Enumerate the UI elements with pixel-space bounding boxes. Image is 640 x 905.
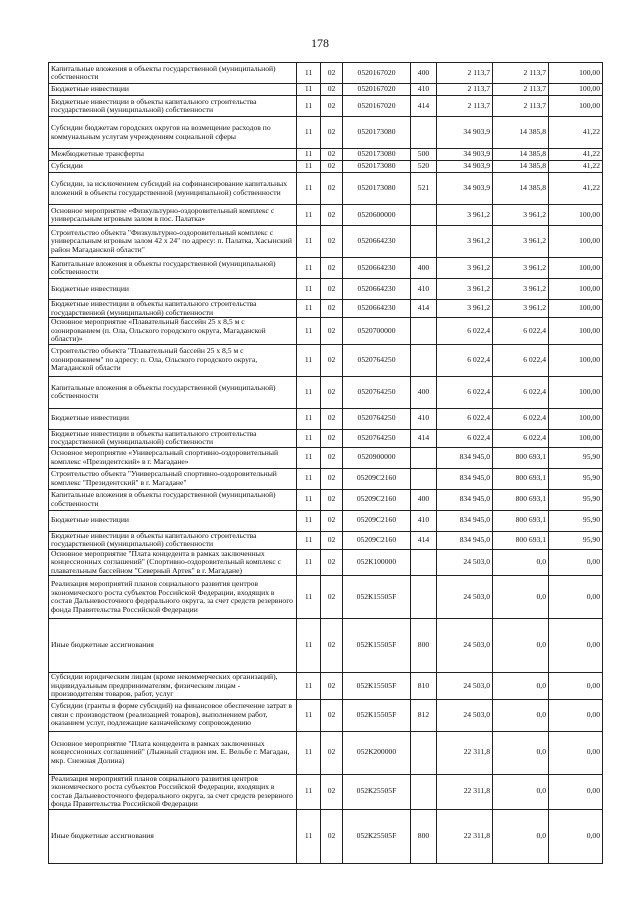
row-planned: 24 503,0 <box>437 549 493 576</box>
row-name: Бюджетные инвестиции в объекты капитального строительства государственной (муниципальной) собственности <box>49 531 297 549</box>
row-name: Субсидии, за исключением субсидий на софинансирование капитальных вложений в объекты государственной (муниципальной) собственности <box>49 173 297 205</box>
row-planned: 24 503,0 <box>437 699 493 731</box>
row-target-code: 05209С2160 <box>343 468 411 489</box>
row-subsection: 02 <box>321 408 343 429</box>
row-subsection: 02 <box>321 531 343 549</box>
row-executed: 14 385,8 <box>493 117 549 149</box>
row-section: 11 <box>297 699 321 731</box>
row-name: Капитальные вложения в объекты государственной (муниципальной) собственности <box>49 376 297 408</box>
row-section: 11 <box>297 468 321 489</box>
table-row <box>49 161 603 173</box>
row-planned: 24 503,0 <box>437 673 493 700</box>
row-name: Иные бюджетные ассигнования <box>49 619 297 673</box>
row-target-code: 0520173080 <box>343 161 411 173</box>
row-subsection: 02 <box>321 279 343 300</box>
row-expense-type: 400 <box>411 258 437 279</box>
row-planned: 834 945,0 <box>437 489 493 510</box>
row-executed: 6 022,4 <box>493 318 549 345</box>
row-subsection: 02 <box>321 344 343 376</box>
row-target-code: 052К25505F <box>343 774 411 809</box>
row-name: Бюджетные инвестиции <box>49 510 297 531</box>
row-subsection: 02 <box>321 258 343 279</box>
row-target-code: 052К100000 <box>343 549 411 576</box>
table-row <box>49 63 603 84</box>
table-row <box>49 96 603 117</box>
row-percent: 41,22 <box>549 161 603 173</box>
row-subsection: 02 <box>321 149 343 161</box>
row-executed: 0,0 <box>493 809 549 863</box>
row-subsection: 02 <box>321 376 343 408</box>
row-executed: 14 385,8 <box>493 173 549 205</box>
row-executed: 0,0 <box>493 731 549 774</box>
row-planned: 34 903,9 <box>437 117 493 149</box>
row-subsection: 02 <box>321 699 343 731</box>
row-percent: 41,22 <box>549 173 603 205</box>
row-expense-type: 400 <box>411 376 437 408</box>
row-expense-type: 810 <box>411 673 437 700</box>
row-name: Строительство объекта "Физкультурно-оздоровительный комплекс с универсальным игровым залом 42 х 24" по адресу: п. Палатка, Хасынский район Магаданской области" <box>49 226 297 258</box>
row-name: Субсидии (гранты в форме субсидий) на финансовое обеспечение затрат в связи с производством (реализацией товаров), выполнением работ, оказанием услуг, подлежащие казначейскому сопровождению <box>49 699 297 731</box>
row-subsection: 02 <box>321 173 343 205</box>
table-body <box>49 63 603 864</box>
row-expense-type <box>411 549 437 576</box>
row-subsection: 02 <box>321 63 343 84</box>
row-name: Основное мероприятие "Плата концедента в рамках заключенных концессионных соглашений" (Лыжный стадион им. Е. Вельбе г. Магадан, мкр. Снежная Долина) <box>49 731 297 774</box>
row-section: 11 <box>297 809 321 863</box>
row-target-code: 0520764250 <box>343 429 411 447</box>
row-target-code: 052К25505F <box>343 809 411 863</box>
row-section: 11 <box>297 408 321 429</box>
row-planned: 24 503,0 <box>437 619 493 673</box>
row-subsection: 02 <box>321 576 343 619</box>
row-executed: 14 385,8 <box>493 161 549 173</box>
row-percent: 100,00 <box>549 376 603 408</box>
row-percent: 100,00 <box>549 318 603 345</box>
row-percent: 95,90 <box>549 531 603 549</box>
table-row <box>49 149 603 161</box>
row-section: 11 <box>297 205 321 226</box>
row-planned: 6 022,4 <box>437 376 493 408</box>
row-executed: 3 961,2 <box>493 300 549 318</box>
table-row <box>49 489 603 510</box>
row-percent: 100,00 <box>549 84 603 96</box>
row-name: Субсидии <box>49 161 297 173</box>
row-planned: 834 945,0 <box>437 510 493 531</box>
row-subsection: 02 <box>321 468 343 489</box>
row-section: 11 <box>297 447 321 468</box>
row-target-code: 0520167020 <box>343 63 411 84</box>
row-executed: 3 961,2 <box>493 205 549 226</box>
table-row <box>49 205 603 226</box>
row-percent: 0,00 <box>549 619 603 673</box>
row-section: 11 <box>297 531 321 549</box>
row-target-code: 0520900000 <box>343 447 411 468</box>
row-executed: 3 961,2 <box>493 279 549 300</box>
row-name: Иные бюджетные ассигнования <box>49 809 297 863</box>
row-planned: 34 903,9 <box>437 173 493 205</box>
row-planned: 3 961,2 <box>437 279 493 300</box>
row-expense-type: 414 <box>411 96 437 117</box>
table-row <box>49 576 603 619</box>
row-planned: 3 961,2 <box>437 205 493 226</box>
row-subsection: 02 <box>321 774 343 809</box>
row-name: Строительство объекта "Универсальный спортивно-оздоровительный комплекс "Президентский" в г. Магадане" <box>49 468 297 489</box>
row-executed: 800 693,1 <box>493 489 549 510</box>
table-row <box>49 699 603 731</box>
row-subsection: 02 <box>321 300 343 318</box>
row-executed: 800 693,1 <box>493 468 549 489</box>
row-section: 11 <box>297 673 321 700</box>
table-row <box>49 279 603 300</box>
row-subsection: 02 <box>321 673 343 700</box>
row-planned: 834 945,0 <box>437 468 493 489</box>
row-target-code: 0520664230 <box>343 258 411 279</box>
row-executed: 0,0 <box>493 549 549 576</box>
row-percent: 0,00 <box>549 731 603 774</box>
table-row <box>49 619 603 673</box>
row-expense-type: 800 <box>411 809 437 863</box>
table-row <box>49 549 603 576</box>
row-target-code: 052К15505F <box>343 673 411 700</box>
row-section: 11 <box>297 576 321 619</box>
row-section: 11 <box>297 226 321 258</box>
row-percent: 100,00 <box>549 279 603 300</box>
row-target-code: 0520764250 <box>343 376 411 408</box>
table-row <box>49 84 603 96</box>
row-section: 11 <box>297 279 321 300</box>
row-expense-type: 410 <box>411 408 437 429</box>
row-subsection: 02 <box>321 84 343 96</box>
table-row <box>49 408 603 429</box>
row-subsection: 02 <box>321 510 343 531</box>
row-percent: 100,00 <box>549 300 603 318</box>
row-section: 11 <box>297 300 321 318</box>
page-number: 178 <box>311 36 329 50</box>
row-executed: 0,0 <box>493 576 549 619</box>
row-expense-type <box>411 318 437 345</box>
row-subsection: 02 <box>321 731 343 774</box>
row-executed: 6 022,4 <box>493 376 549 408</box>
table-row <box>49 258 603 279</box>
row-target-code: 0520173080 <box>343 149 411 161</box>
row-section: 11 <box>297 96 321 117</box>
row-planned: 2 113,7 <box>437 63 493 84</box>
row-subsection: 02 <box>321 447 343 468</box>
row-executed: 0,0 <box>493 673 549 700</box>
row-name: Бюджетные инвестиции в объекты капитального строительства государственной (муниципальной) собственности <box>49 429 297 447</box>
row-percent: 100,00 <box>549 429 603 447</box>
table-row <box>49 774 603 809</box>
row-expense-type <box>411 117 437 149</box>
row-target-code: 0520167020 <box>343 96 411 117</box>
row-planned: 34 903,9 <box>437 149 493 161</box>
row-section: 11 <box>297 619 321 673</box>
row-name: Бюджетные инвестиции в объекты капитального строительства государственной (муниципальной) собственности <box>49 96 297 117</box>
row-subsection: 02 <box>321 318 343 345</box>
row-percent: 95,90 <box>549 468 603 489</box>
row-section: 11 <box>297 376 321 408</box>
row-planned: 834 945,0 <box>437 531 493 549</box>
table-row <box>49 226 603 258</box>
table-row <box>49 531 603 549</box>
row-section: 11 <box>297 149 321 161</box>
row-name: Субсидии бюджетам городских округов на возмещение расходов по коммунальным услугам учреждениям социальной сферы <box>49 117 297 149</box>
row-section: 11 <box>297 731 321 774</box>
row-name: Бюджетные инвестиции <box>49 408 297 429</box>
row-percent: 95,90 <box>549 447 603 468</box>
row-section: 11 <box>297 161 321 173</box>
row-section: 11 <box>297 117 321 149</box>
table-row <box>49 731 603 774</box>
row-section: 11 <box>297 318 321 345</box>
row-expense-type: 800 <box>411 619 437 673</box>
row-executed: 800 693,1 <box>493 510 549 531</box>
row-section: 11 <box>297 258 321 279</box>
row-name: Основное мероприятие «Универсальный спортивно-оздоровительный комплекс «Президентский» в г. Магадане» <box>49 447 297 468</box>
row-target-code: 0520764250 <box>343 344 411 376</box>
row-executed: 6 022,4 <box>493 344 549 376</box>
row-percent: 0,00 <box>549 774 603 809</box>
row-percent: 95,90 <box>549 489 603 510</box>
row-subsection: 02 <box>321 429 343 447</box>
row-percent: 0,00 <box>549 809 603 863</box>
table-row <box>49 468 603 489</box>
table-row <box>49 300 603 318</box>
table-row <box>49 809 603 863</box>
row-percent: 0,00 <box>549 673 603 700</box>
row-expense-type <box>411 344 437 376</box>
row-executed: 800 693,1 <box>493 447 549 468</box>
row-target-code: 0520764250 <box>343 408 411 429</box>
row-name: Строительство объекта "Плавательный бассейн 25 х 8,5 м с озонированием" по адресу: п. Ола, Ольского городского округа, Магаданской области <box>49 344 297 376</box>
row-percent: 100,00 <box>549 344 603 376</box>
budget-table <box>48 62 603 864</box>
row-percent: 100,00 <box>549 63 603 84</box>
row-name: Основное мероприятие "Плата концедента в рамках заключенных концессионных соглашений" (Спортивно-оздоровительный комплекс с плавательным бассейном "Северный Артек" в г. Магадане) <box>49 549 297 576</box>
row-planned: 22 311,8 <box>437 809 493 863</box>
row-expense-type: 414 <box>411 429 437 447</box>
table-row <box>49 510 603 531</box>
row-section: 11 <box>297 549 321 576</box>
row-executed: 14 385,8 <box>493 149 549 161</box>
row-executed: 0,0 <box>493 774 549 809</box>
row-name: Межбюджетные трансферты <box>49 149 297 161</box>
row-subsection: 02 <box>321 549 343 576</box>
row-expense-type <box>411 205 437 226</box>
row-expense-type: 400 <box>411 63 437 84</box>
row-executed: 2 113,7 <box>493 84 549 96</box>
row-name: Бюджетные инвестиции в объекты капитального строительства государственной (муниципальной) собственности <box>49 300 297 318</box>
row-percent: 100,00 <box>549 226 603 258</box>
table-row <box>49 376 603 408</box>
row-name: Субсидии юридическим лицам (кроме некоммерческих организаций), индивидуальным предпринимателям, физическим лицам - производителям товаров, работ, услуг <box>49 673 297 700</box>
row-executed: 3 961,2 <box>493 258 549 279</box>
row-planned: 34 903,9 <box>437 161 493 173</box>
row-name: Капитальные вложения в объекты государственной (муниципальной) собственности <box>49 258 297 279</box>
row-target-code: 052К15505F <box>343 576 411 619</box>
row-target-code: 0520700000 <box>343 318 411 345</box>
row-target-code: 0520664230 <box>343 300 411 318</box>
row-target-code: 05209С2160 <box>343 489 411 510</box>
row-planned: 2 113,7 <box>437 84 493 96</box>
row-section: 11 <box>297 489 321 510</box>
row-percent: 0,00 <box>549 576 603 619</box>
row-subsection: 02 <box>321 96 343 117</box>
row-executed: 2 113,7 <box>493 63 549 84</box>
row-planned: 22 311,8 <box>437 774 493 809</box>
row-expense-type <box>411 576 437 619</box>
row-subsection: 02 <box>321 809 343 863</box>
row-executed: 6 022,4 <box>493 408 549 429</box>
row-expense-type: 410 <box>411 279 437 300</box>
row-percent: 0,00 <box>549 549 603 576</box>
table-row <box>49 447 603 468</box>
row-name: Бюджетные инвестиции <box>49 279 297 300</box>
row-expense-type <box>411 468 437 489</box>
row-planned: 3 961,2 <box>437 300 493 318</box>
row-executed: 2 113,7 <box>493 96 549 117</box>
row-target-code: 05209С2160 <box>343 510 411 531</box>
row-planned: 6 022,4 <box>437 318 493 345</box>
row-section: 11 <box>297 774 321 809</box>
row-planned: 6 022,4 <box>437 408 493 429</box>
row-name: Капитальные вложения в объекты государственной (муниципальной) собственности <box>49 489 297 510</box>
row-executed: 6 022,4 <box>493 429 549 447</box>
table-row <box>49 344 603 376</box>
row-planned: 3 961,2 <box>437 258 493 279</box>
row-section: 11 <box>297 84 321 96</box>
row-expense-type <box>411 226 437 258</box>
row-expense-type: 410 <box>411 510 437 531</box>
row-target-code: 052К15505F <box>343 619 411 673</box>
table-row <box>49 117 603 149</box>
row-target-code: 0520664230 <box>343 279 411 300</box>
row-expense-type: 521 <box>411 173 437 205</box>
row-expense-type: 400 <box>411 489 437 510</box>
row-expense-type: 520 <box>411 161 437 173</box>
row-target-code: 052К200000 <box>343 731 411 774</box>
row-name: Основное мероприятие «Плавательный бассейн 25 х 8,5 м с озонированием (п. Ола, Ольского городского округа, Магаданской области)» <box>49 318 297 345</box>
row-name: Реализация мероприятий планов социального развития центров экономического роста субъектов Российской Федерации, входящих в состав Дальневосточного федерального округа, за счет средств резервного фонда Правительства Российской Федерации <box>49 576 297 619</box>
row-target-code: 0520600000 <box>343 205 411 226</box>
row-target-code: 0520167020 <box>343 84 411 96</box>
row-expense-type <box>411 731 437 774</box>
row-percent: 100,00 <box>549 258 603 279</box>
row-subsection: 02 <box>321 226 343 258</box>
row-section: 11 <box>297 63 321 84</box>
row-percent: 41,22 <box>549 117 603 149</box>
row-planned: 3 961,2 <box>437 226 493 258</box>
table-row <box>49 173 603 205</box>
row-expense-type <box>411 447 437 468</box>
row-section: 11 <box>297 173 321 205</box>
row-subsection: 02 <box>321 117 343 149</box>
row-subsection: 02 <box>321 161 343 173</box>
row-executed: 3 961,2 <box>493 226 549 258</box>
row-expense-type: 414 <box>411 300 437 318</box>
row-percent: 95,90 <box>549 510 603 531</box>
table-row <box>49 673 603 700</box>
row-expense-type: 500 <box>411 149 437 161</box>
row-name: Реализация мероприятий планов социального развития центров экономического роста субъектов Российской Федерации, входящих в состав Дальневосточного федерального округа, за счет средств резервного фонда Правительства Российской Федерации <box>49 774 297 809</box>
row-percent: 100,00 <box>549 96 603 117</box>
row-percent: 41,22 <box>549 149 603 161</box>
row-subsection: 02 <box>321 619 343 673</box>
row-executed: 0,0 <box>493 699 549 731</box>
row-expense-type: 414 <box>411 531 437 549</box>
table-row <box>49 318 603 345</box>
row-section: 11 <box>297 344 321 376</box>
row-expense-type <box>411 774 437 809</box>
row-percent: 100,00 <box>549 408 603 429</box>
row-percent: 100,00 <box>549 205 603 226</box>
row-section: 11 <box>297 510 321 531</box>
row-planned: 6 022,4 <box>437 429 493 447</box>
row-planned: 22 311,8 <box>437 731 493 774</box>
row-section: 11 <box>297 429 321 447</box>
row-target-code: 0520173080 <box>343 173 411 205</box>
row-target-code: 05209С2160 <box>343 531 411 549</box>
row-subsection: 02 <box>321 489 343 510</box>
row-planned: 24 503,0 <box>437 576 493 619</box>
row-target-code: 052К15505F <box>343 699 411 731</box>
row-name: Капитальные вложения в объекты государственной (муниципальной) собственности <box>49 63 297 84</box>
row-expense-type: 812 <box>411 699 437 731</box>
row-expense-type: 410 <box>411 84 437 96</box>
row-planned: 6 022,4 <box>437 344 493 376</box>
row-planned: 2 113,7 <box>437 96 493 117</box>
row-target-code: 0520173080 <box>343 117 411 149</box>
row-name: Основное мероприятие «Физкультурно-оздоровительный комплекс с универсальным игровым залом в пос. Палатка» <box>49 205 297 226</box>
row-executed: 0,0 <box>493 619 549 673</box>
row-planned: 834 945,0 <box>437 447 493 468</box>
row-name: Бюджетные инвестиции <box>49 84 297 96</box>
row-percent: 0,00 <box>549 699 603 731</box>
table-row <box>49 429 603 447</box>
row-subsection: 02 <box>321 205 343 226</box>
row-target-code: 0520664230 <box>343 226 411 258</box>
row-executed: 800 693,1 <box>493 531 549 549</box>
